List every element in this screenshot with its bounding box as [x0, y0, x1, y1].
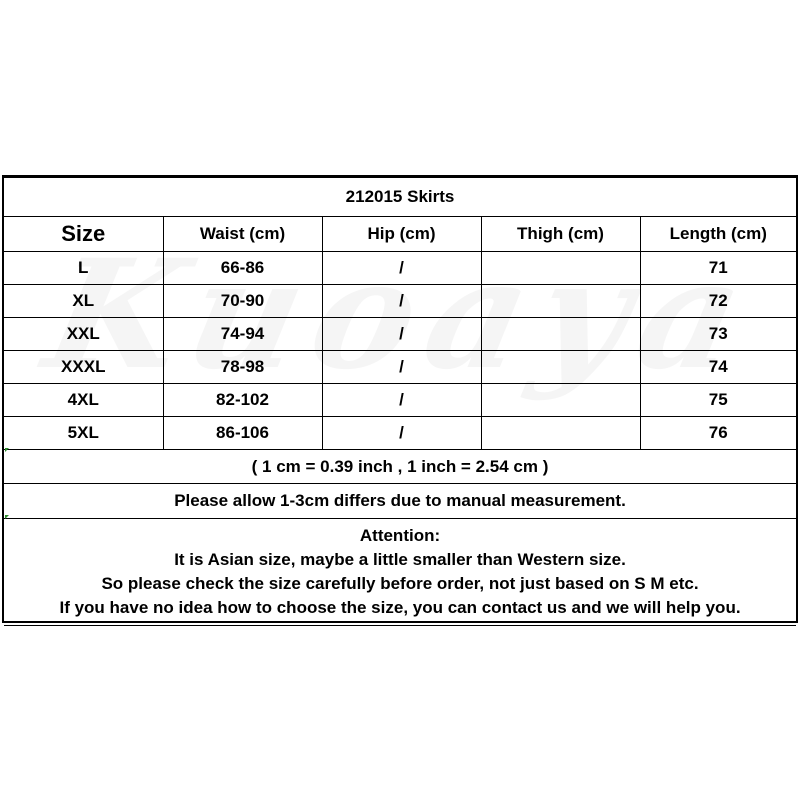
header-length: Length (cm) [640, 217, 796, 252]
thigh-cell [481, 351, 640, 384]
length-cell: 73 [640, 318, 796, 351]
table-row [4, 252, 796, 285]
attention-block [4, 519, 796, 626]
waist-cell: 86-106 [163, 417, 322, 450]
waist-cell: 74-94 [163, 318, 322, 351]
table-row [4, 285, 796, 318]
header-hip: Hip (cm) [322, 217, 481, 252]
table-row [4, 384, 796, 417]
header-row [4, 217, 796, 252]
size-cell: 4XL [4, 384, 163, 417]
length-cell: 74 [640, 351, 796, 384]
size-chart-sheet [2, 175, 798, 623]
size-cell: XXXL [4, 351, 163, 384]
hip-cell: / [322, 252, 481, 285]
size-cell: L [4, 252, 163, 285]
thigh-cell [481, 318, 640, 351]
length-cell: 71 [640, 252, 796, 285]
hip-cell: / [322, 417, 481, 450]
hip-cell: / [322, 351, 481, 384]
table-row [4, 417, 796, 450]
size-cell: XXL [4, 318, 163, 351]
size-cell: XL [4, 285, 163, 318]
attention-line: It is Asian size, maybe a little smaller than Western size. [174, 550, 626, 569]
title-row [4, 178, 796, 217]
waist-cell: 78-98 [163, 351, 322, 384]
table-row [4, 318, 796, 351]
waist-cell: 66-86 [163, 252, 322, 285]
conversion-row [4, 450, 796, 484]
length-cell: 76 [640, 417, 796, 450]
length-cell: 72 [640, 285, 796, 318]
attention-line: So please check the size carefully before order, not just based on S M etc. [101, 574, 699, 593]
header-waist: Waist (cm) [163, 217, 322, 252]
table-row [4, 351, 796, 384]
waist-cell: 70-90 [163, 285, 322, 318]
size-cell: 5XL [4, 417, 163, 450]
hip-cell: / [322, 384, 481, 417]
thigh-cell [481, 285, 640, 318]
size-table [4, 177, 796, 626]
thigh-cell [481, 384, 640, 417]
length-cell: 75 [640, 384, 796, 417]
hip-cell: / [322, 285, 481, 318]
conversion-note: ( 1 cm = 0.39 inch , 1 inch = 2.54 cm ) [4, 450, 796, 484]
header-thigh: Thigh (cm) [481, 217, 640, 252]
hip-cell: / [322, 318, 481, 351]
waist-cell: 82-102 [163, 384, 322, 417]
allowance-row [4, 484, 796, 519]
table-title: 212015 Skirts [4, 178, 796, 217]
attention-line: If you have no idea how to choose the size, you can contact us and we will help you. [59, 598, 741, 617]
cell-comment-marker [5, 448, 9, 452]
thigh-cell [481, 252, 640, 285]
cell-comment-marker [5, 515, 9, 519]
attention-row [4, 519, 796, 626]
attention-heading: Attention: [359, 526, 441, 545]
header-size: Size [4, 217, 163, 252]
allowance-note: Please allow 1-3cm differs due to manual measurement. [4, 484, 796, 519]
thigh-cell [481, 417, 640, 450]
